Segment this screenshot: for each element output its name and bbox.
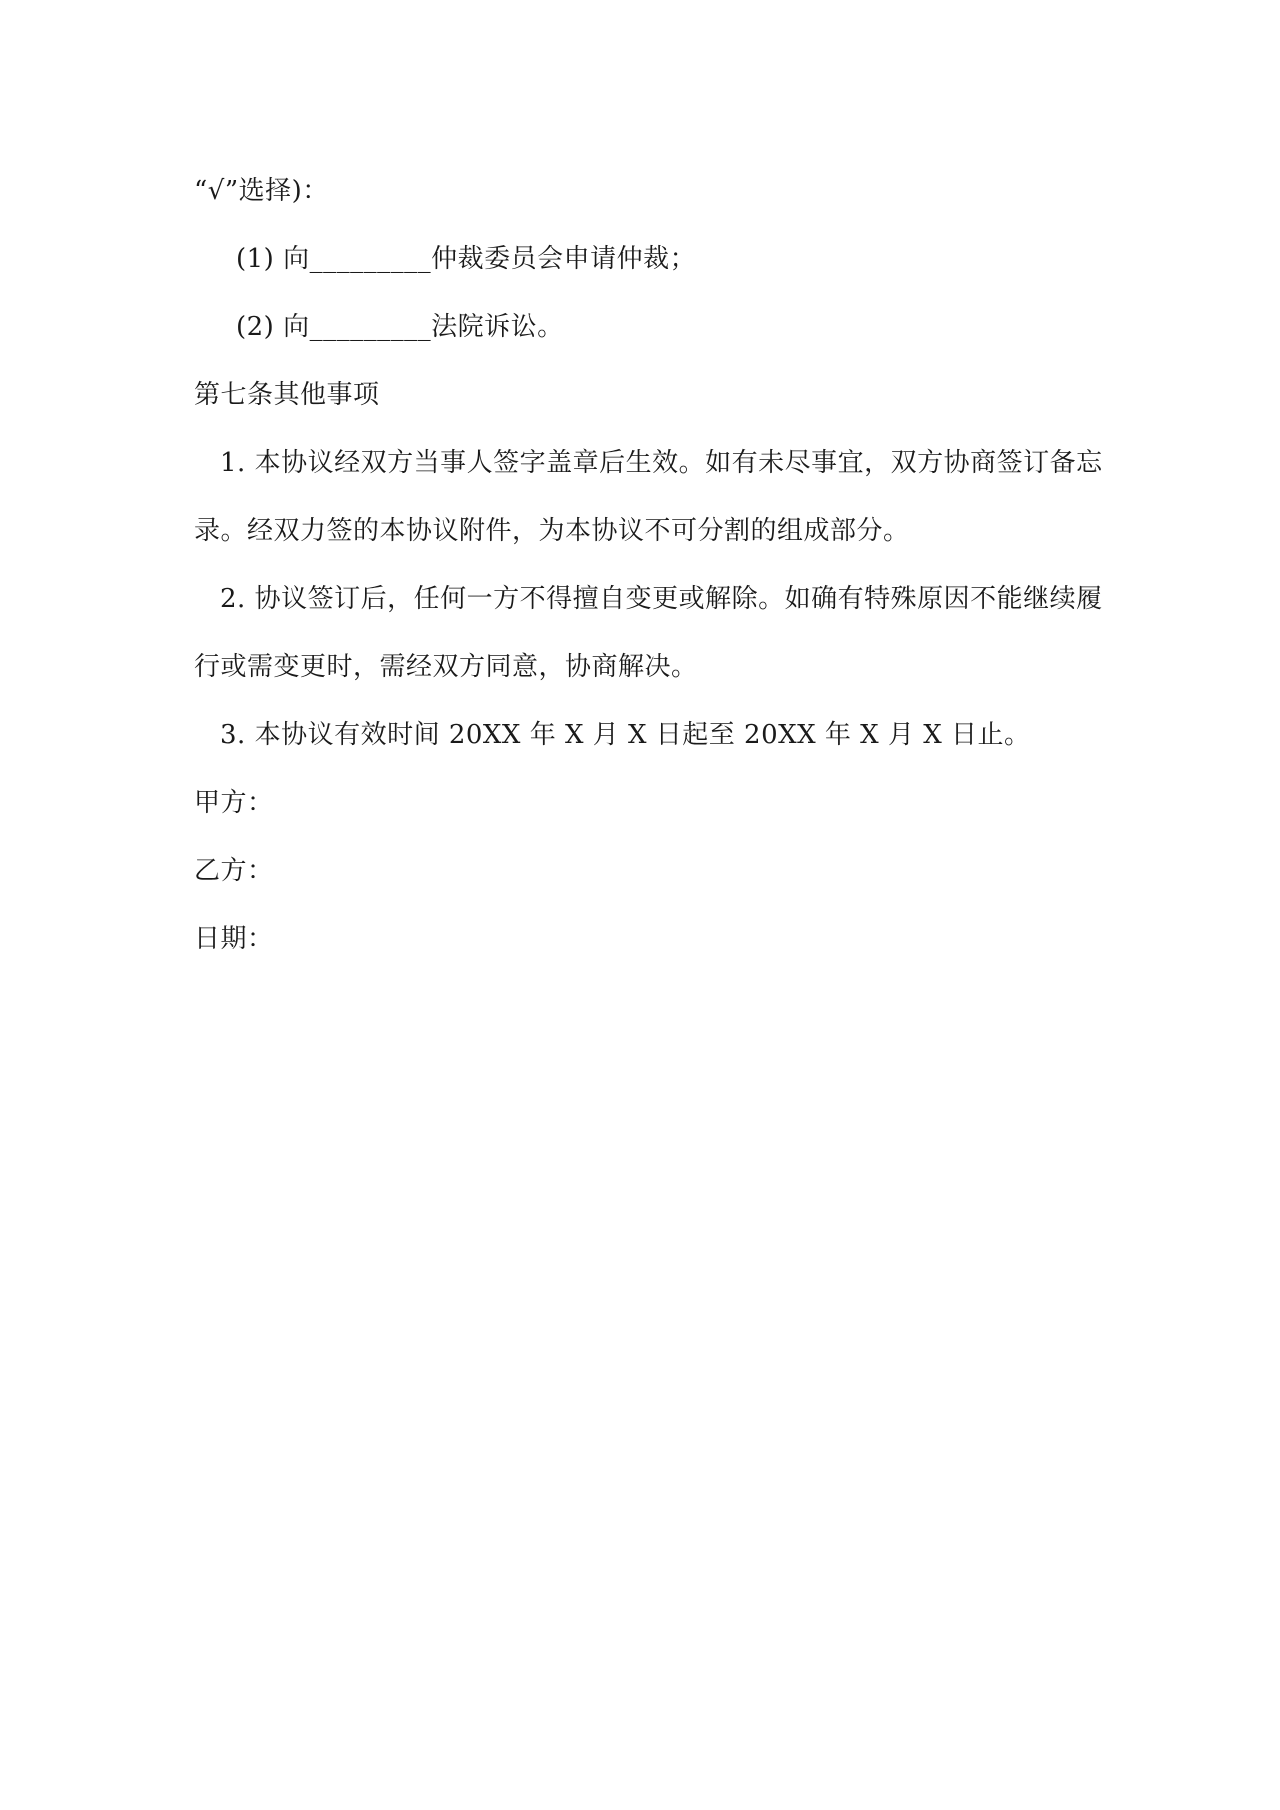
party-b-signature-label: 乙方： — [194, 856, 274, 886]
party-a-signature-label: 甲方： — [194, 788, 274, 818]
article-seven-heading: 第七条其他事项 — [194, 380, 380, 410]
clause-1-line-2: 录。经双力签的本协议附件，为本协议不可分割的组成部分。 — [194, 516, 910, 546]
selection-note: “√”选择)： — [194, 176, 329, 206]
date-label: 日期： — [194, 924, 274, 954]
clause-2-line-2: 行或需变更时，需经双方同意，协商解决。 — [194, 652, 698, 682]
dispute-option-arbitration: (1) 向_________仲裁委员会申请仲裁； — [236, 244, 697, 274]
clause-3: 3. 本协议有效时间 20XX 年 X 月 X 日起至 20XX 年 X 月 X 日止。 — [220, 720, 1031, 750]
clause-1-line-1: 1. 本协议经双方当事人签字盖章后生效。如有未尽事宜，双方协商签订备忘 — [220, 448, 1103, 478]
clause-2-line-1: 2. 协议签订后，任何一方不得擅自变更或解除。如确有特殊原因不能继续履 — [220, 584, 1103, 614]
dispute-option-court: (2) 向_________法院诉讼。 — [236, 312, 564, 342]
